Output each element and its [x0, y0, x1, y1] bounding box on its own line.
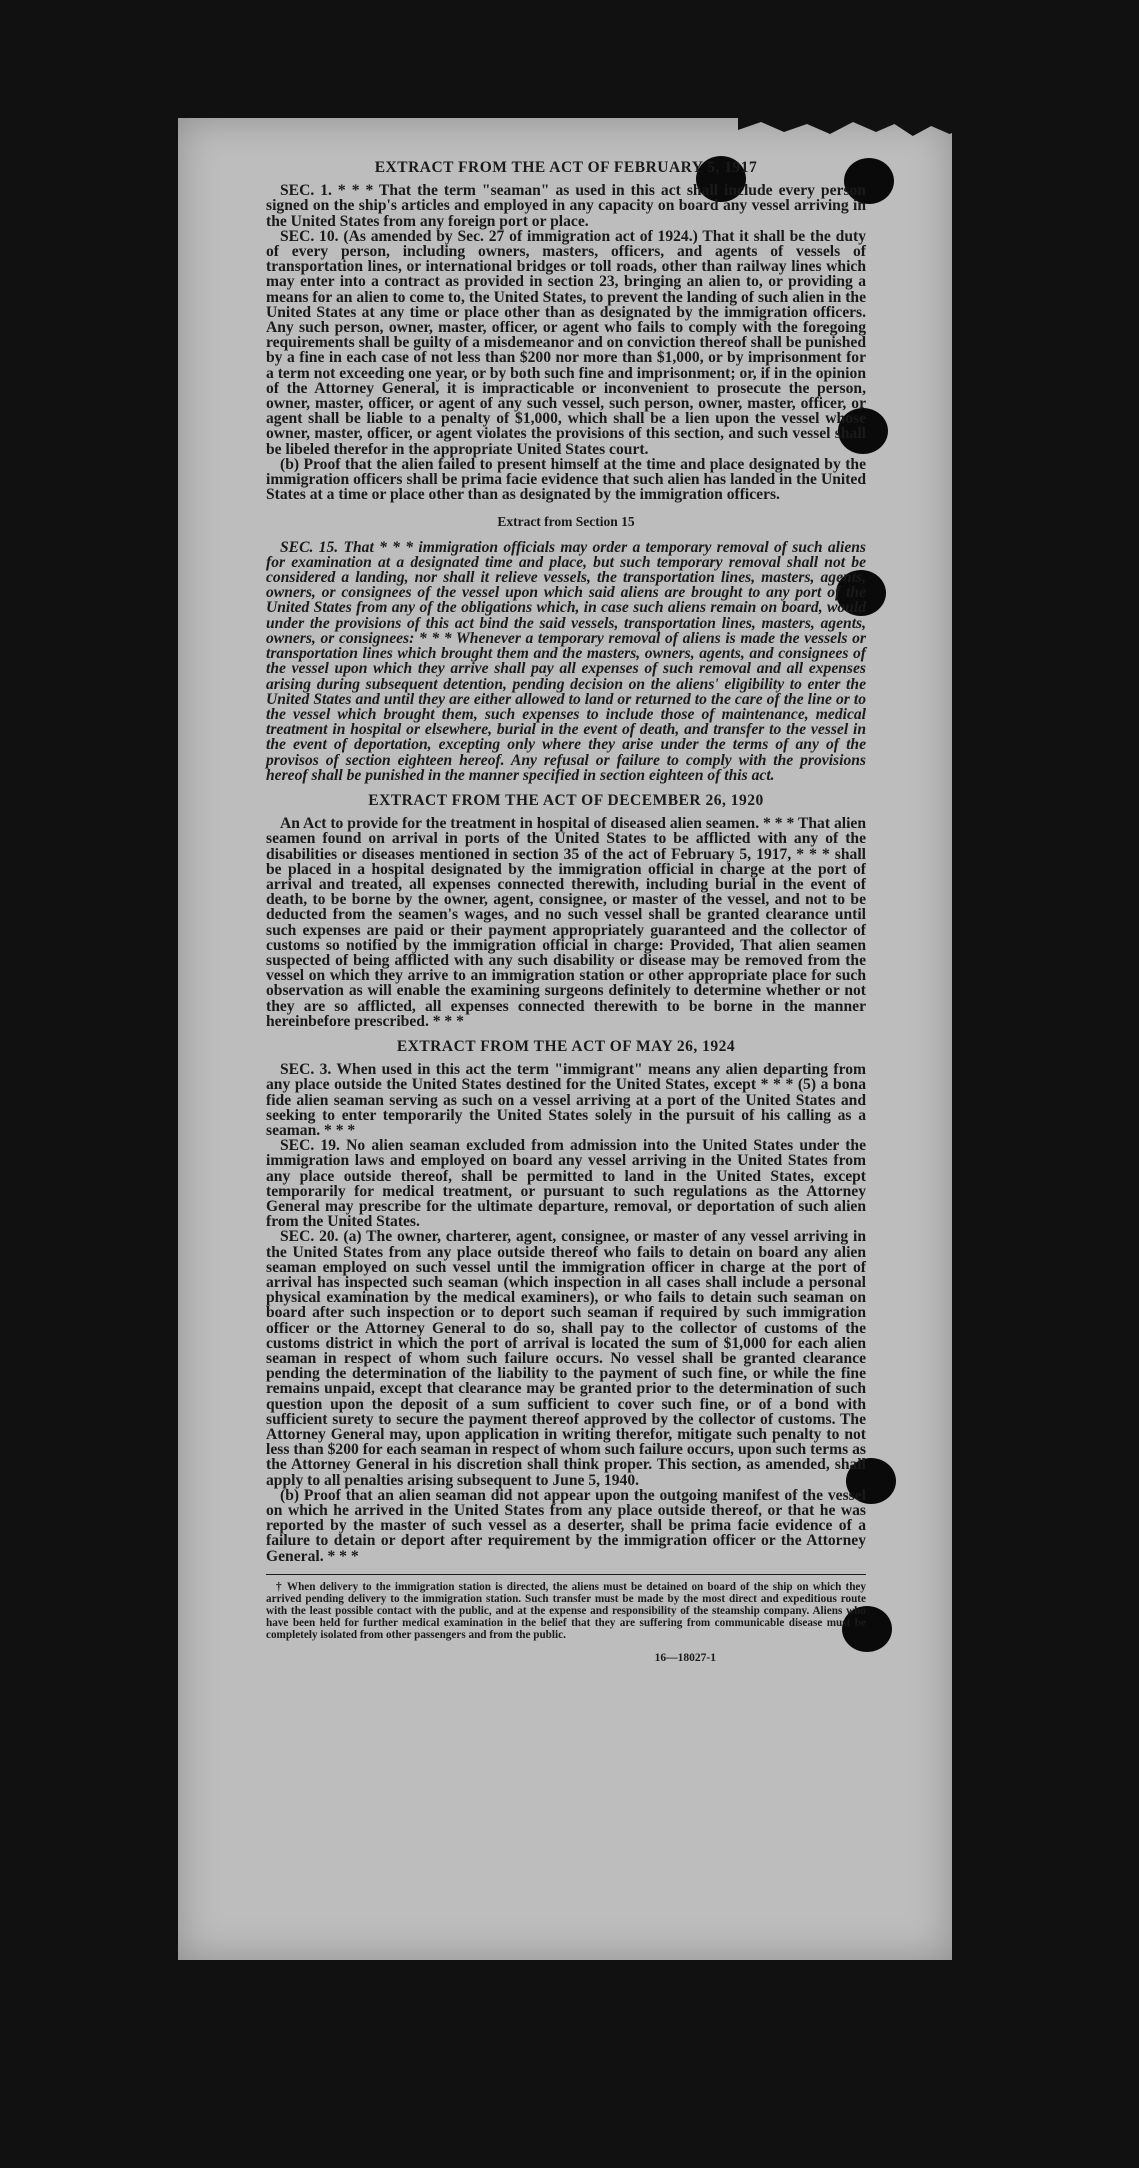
heading-section-15: Extract from Section 15	[497, 514, 635, 530]
footnote: † When delivery to the immigration station is directed, the aliens must be detained on board of the ship on which they arrived pending delivery to the immigration station. Such transfer must be made by the most direct and expeditious route with the least possible contact with the public, and at the expense and responsibility of the steamship company. Aliens who have been held for further medical examination in the belief that they are suffering from communicable disease must be completely isolated from other passengers and from the public.	[266, 1580, 866, 1641]
heading-act-1917: EXTRACT FROM THE ACT OF FEBRUARY 5, 1917	[374, 159, 758, 176]
footnote-divider	[266, 1574, 866, 1575]
paragraph-sec-19: SEC. 19. No alien seaman excluded from admission into the United States under the immigration laws and employed on board any vessel arriving in the United States from any place outside thereof, shall be permitted to land in the United States, except temporarily for medical treatment, or pursuant to such regulations as the Attorney General may prescribe for the ultimate departure, removal, or deportation of such alien from the United States.	[266, 1137, 866, 1231]
paragraph-sec-20b: (b) Proof that an alien seaman did not appear upon the outgoing manifest of the vessel on which he arrived in the United States from any place outside thereof, or that he was reported by the master of such vessel as a deserter, shall be prima facie evidence of a failure to detain or deport after requirement by the immigration officer or the Attorney General. * * *	[266, 1486, 866, 1565]
torn-edge	[738, 118, 952, 138]
paragraph-sec-10b: (b) Proof that the alien failed to present himself at the time and place designated by the immigration officers shall be prima facie evidence that such alien has landed in the United States at a time or place other than as designated by the immigration officers.	[266, 455, 866, 504]
document-text	[266, 160, 866, 1666]
paragraph-sec-1: SEC. 1. * * * That the term "seaman" as used in this act shall include every person signed on the ship's articles and employed in any capacity on board any vessel arriving in the United States from any foreign port or place.	[266, 182, 866, 230]
paragraph-sec-20a: SEC. 20. (a) The owner, charterer, agent, consignee, or master of any vessel arriving in the United States from any place outside thereof who fails to detain on board any alien seaman employed on such vessel until the immigration officer in charge at the port of arrival has inspected such seaman (which inspection in all cases shall include a personal physical examination by the medical examiners), or who fails to detain such seaman on board after such inspection or to deport such seaman if required by such immigration officer or the Attorney General to do so, shall pay to the collector of customs of the customs district in which the port of arrival is located the sum of $1,000 for each alien seaman in respect of whom such failure occurs. No vessel shall be granted clearance pending the determination of the liability to the payment of such fine, or while the fine remains unpaid, except that clearance may be granted prior to the determination of such question upon the deposit of a sum sufficient to cover such fine, or of a bond with sufficient surety to secure the payment thereof approved by the collector of customs. The Attorney General may, upon application in writing therefor, mitigate such penalty to not less than $200 for each seaman in respect of whom such failure occurs, upon such terms as the Attorney General in his discretion shall think proper. This section, as amended, shall apply to all penalties arising subsequent to June 5, 1940.	[266, 1228, 866, 1489]
paragraph-sec-3: SEC. 3. When used in this act the term "immigrant" means any alien departing from any place outside the United States destined for the United States, except * * * (5) a bona fide alien seaman serving as such on a vessel arriving at a port of the United States and seeking to enter temporarily the United States solely in the pursuit of his calling as a seaman. * * *	[266, 1061, 866, 1139]
paragraph-sec-10: SEC. 10. (As amended by Sec. 27 of immigration act of 1924.) That it shall be the duty of every person, including owners, masters, officers, and agents of vessels of transportation lines, or international bridges or toll roads, other than railway lines which may enter into a contract as provided in section 23, bringing an alien to, or providing a means for an alien to come to, the United States, to prevent the landing of such alien in the United States at any time or place other than as designated by the immigration officers. Any such person, owner, master, officer, or agent who fails to comply with the foregoing requirements shall be guilty of a misdemeanor and on conviction thereof shall be punished by a fine in each case of not less than $200 nor more than $1,000, or by imprisonment for a term not exceeding one year, or by both such fine and imprisonment; or, if in the opinion of the Attorney General, it is impracticable or inconvenient to prosecute the person, owner, master, officer, or agent of any such vessel, such person, owner, master, officer, or agent shall be liable to a penalty of $1,000, which shall be a lien upon the vessel whose owner, master, officer, or agent violates the provisions of this section, and such vessel shall be libeled therefor in the appropriate United States court.	[266, 227, 866, 458]
paragraph-sec-15: SEC. 15. That * * * immigration officials may order a temporary removal of such aliens for examination at a designated time and place, but such temporary removal shall not be considered a landing, nor shall it relieve vessels, the transportation lines, masters, agents, owners, or consignees of the vessel upon which said aliens are brought to any port of the United States from any of the obligations which, in case such aliens remain on board, would under the provisions of this act bind the said vessels, transportation lines, masters, agents, owners, or consignees: * * * Whenever a temporary removal of aliens is made the vessels or transportation lines which brought them and the masters, owners, agents, and consignees of the vessel upon which they arrive shall pay all expenses of such removal and all expenses arising during subsequent detention, pending decision on the aliens' eligibility to enter the United States and until they are either allowed to land or returned to the care of the line or to the vessel which brought them, such expenses to include those of maintenance, medical treatment in hospital or elsewhere, burial in the event of death, and transfer to the vessel in the event of deportation, excepting only where they arise under the terms of any of the provisos of section eighteen hereof. Any refusal or failure to comply with the provisions hereof shall be punished in the manner specified in section eighteen of this act.	[266, 538, 866, 784]
form-number: 16—18027-1	[654, 1651, 716, 1664]
heading-act-1924: EXTRACT FROM THE ACT OF MAY 26, 1924	[396, 1037, 736, 1055]
heading-act-1920: EXTRACT FROM THE ACT OF DECEMBER 26, 1920	[368, 791, 764, 809]
paragraph-act-1920: An Act to provide for the treatment in hospital of diseased alien seamen. * * * That alien seamen found on arrival in ports of the United States to be afflicted with any of the disabilities or diseases mentioned in section 35 of the act of February 5, 1917, * * * shall be placed in a hospital designated by the immigration official in charge at the port of arrival and treated, all expenses connected therewith, including burial in the event of death, to be borne by the owner, agent, consignee, or master of the vessel, and not to be deducted from the seamen's wages, and no such vessel shall be granted clearance until such expenses are paid or their payment appropriately guaranteed and the collector of customs so notified by the immigration official in charge: Provided, That alien seamen suspected of being afflicted with any such disability or disease may be removed from the vessel on which they arrive to an immigration station or other appropriate place for such observation as will enable the examining surgeons definitely to determine whether or not they are so afflicted, all expenses connected therewith to be borne in the manner hereinbefore prescribed. * * *	[266, 815, 866, 1030]
document-page	[178, 118, 952, 1960]
